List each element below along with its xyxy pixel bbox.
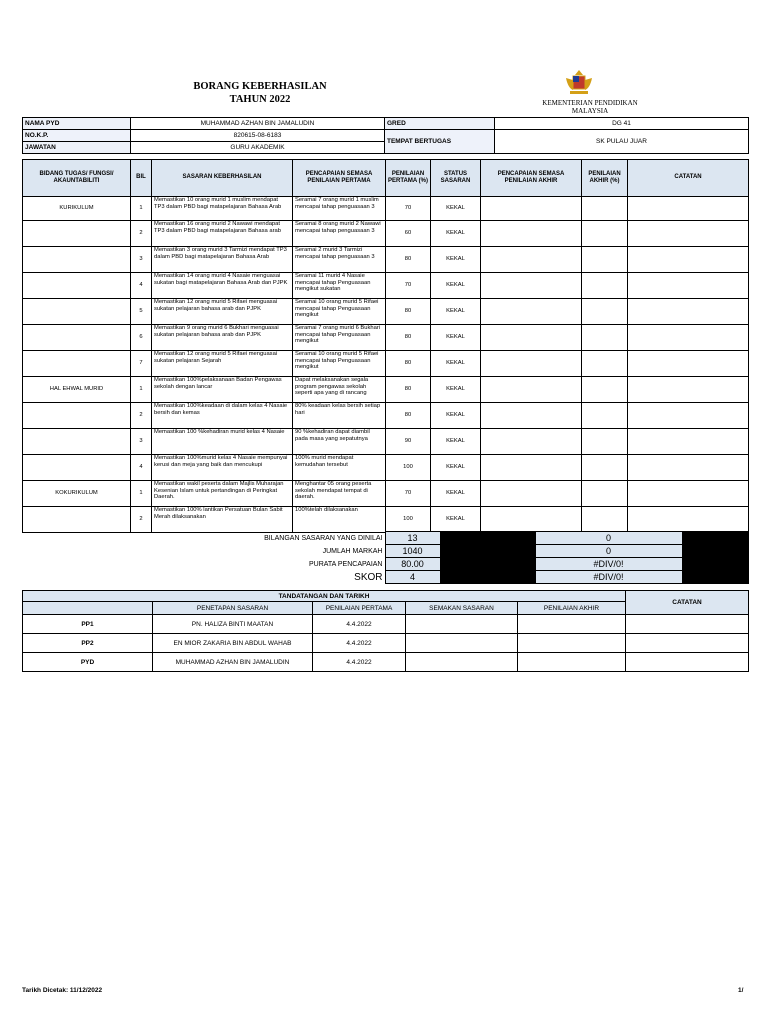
row-bil: 4 [131, 273, 152, 299]
row-bidang [23, 507, 131, 533]
row-pencapaian: Seramai 11 murid 4 Nasaie mencapai tahap Penguasaan mengikut sukatan [293, 273, 386, 299]
row-sasaran: Memastikan 16 orang murid 2 Nawawi mendapat TP3 dalam PBD bagi matapelajaran Bahasa arab [152, 221, 293, 247]
row-pencapaian: 100% murid mendapat kemudahan tersebut [293, 455, 386, 481]
row-bidang: HAL EHWAL MURID [23, 377, 131, 403]
row-penilaian-akhir [582, 325, 628, 351]
row-catatan [628, 403, 749, 429]
signature-catatan: CATATAN [626, 591, 749, 615]
col-penilaian-akhir: PENILAIAN AKHIR (%) [582, 160, 628, 197]
signature-role: PP1 [23, 615, 153, 634]
form-title: BORANG KEBERHASILAN [193, 81, 327, 92]
purata-label: PURATA PENCAPAIAN [308, 560, 383, 568]
row-penilaian-pertama: 100 [386, 455, 431, 481]
jumlah-akhir: 0 [535, 545, 682, 558]
row-catatan [628, 377, 749, 403]
signature-role: PP2 [23, 634, 153, 653]
row-status: KEKAL [431, 403, 481, 429]
signature-akhir [518, 615, 626, 634]
row-bidang [23, 221, 131, 247]
row-pencapaian: Seramai 7 orang murid 1 muslim mencapai tahap penguasaan 3 [293, 197, 386, 221]
row-sasaran: Memastikan 100% lantikan Persatuan Bulan Sabit Merah dilaksanakan [152, 507, 293, 533]
row-penilaian-pertama: 80 [386, 247, 431, 273]
col-pencapaian-akhir: PENCAPAIAN SEMASA PENILAIAN AKHIR [481, 160, 582, 197]
tempat-label: TEMPAT BERTUGAS [385, 130, 495, 154]
row-catatan [628, 481, 749, 507]
row-bidang: KOKURIKULUM [23, 481, 131, 507]
row-bil: 7 [131, 351, 152, 377]
row-sasaran: Memastikan 9 orang murid 6 Bukhari menguasai sukatan pelajaran bahasa arab dan PJPK [152, 325, 293, 351]
purata-akhir: #DIV/0! [535, 558, 682, 571]
row-catatan [628, 299, 749, 325]
row-sasaran: Memastikan 100%murid kelas 4 Nasaie mempunyai kerusi dan meja yang baik dan mencukupi [152, 455, 293, 481]
row-pencapaian-akhir [481, 481, 582, 507]
row-status: KEKAL [431, 299, 481, 325]
col-bidang: BIDANG TUGAS/ FUNGSI/ AKAUNTABILITI [23, 160, 131, 197]
row-bil: 2 [131, 221, 152, 247]
row-pencapaian-akhir [481, 273, 582, 299]
table-row [23, 429, 749, 455]
row-pencapaian-akhir [481, 325, 582, 351]
row-status: KEKAL [431, 351, 481, 377]
row-sasaran: Memastikan wakil peserta dalam Majlis Muharajan Kesenian Islam untuk pertandingan di Peringkat Daerah. [152, 481, 293, 507]
form-year: TAHUN 2022 [229, 94, 291, 105]
row-pencapaian: Seramai 7 orang murid 6 Bukhari mencapai tahap Penguasaan mengikut [293, 325, 386, 351]
row-catatan [628, 221, 749, 247]
purata-value: 80.00 [385, 558, 440, 571]
bilangan-label: BILANGAN SASARAN YANG DINILAI [264, 534, 383, 542]
row-bidang [23, 403, 131, 429]
row-catatan [628, 507, 749, 533]
signature-table [22, 590, 749, 672]
ministry-name: KEMENTERIAN PENDIDIKAN MALAYSIA [542, 99, 638, 115]
row-catatan [628, 429, 749, 455]
row-catatan [628, 455, 749, 481]
row-penilaian-akhir [582, 247, 628, 273]
row-bidang [23, 351, 131, 377]
row-bil: 2 [131, 507, 152, 533]
table-row [23, 299, 749, 325]
row-status: KEKAL [431, 455, 481, 481]
col-pertama: PENILAIAN PERTAMA [313, 602, 406, 615]
bilangan-value: 13 [385, 532, 440, 545]
signature-row [23, 653, 749, 672]
row-penilaian-akhir [582, 507, 628, 533]
jumlah-value: 1040 [385, 545, 440, 558]
row-penilaian-pertama: 90 [386, 429, 431, 455]
table-row [23, 351, 749, 377]
signature-date: 4.4.2022 [313, 653, 406, 672]
col-status: STATUS SASARAN [431, 160, 481, 197]
row-bil: 5 [131, 299, 152, 325]
table-row [23, 325, 749, 351]
row-sasaran: Memastikan 3 orang murid 3 Tarmizi mendapat TP3 dalam PBD bagi matapelajaran Bahasa Arab [152, 247, 293, 273]
row-sasaran: Memastikan 12 orang murid 5 Rifaei menguasai sukatan pelajaran bahasa arab dan PJPK [152, 299, 293, 325]
row-penilaian-akhir [582, 377, 628, 403]
row-status: KEKAL [431, 507, 481, 533]
nama-label: NAMA PYD [23, 118, 131, 130]
row-penilaian-pertama: 70 [386, 197, 431, 221]
row-sasaran: Memastikan 100%keadaan di dalam kelas 4 Nasaie bersih dan kemas [152, 403, 293, 429]
signature-row [23, 634, 749, 653]
col-pencapaian: PENCAPAIAN SEMASA PENILAIAN PERTAMA [293, 160, 386, 197]
page-number: 1/ [738, 987, 744, 994]
row-bidang [23, 429, 131, 455]
row-pencapaian: Seramai 8 orang murid 2 Nawawi mencapai tahap penguasaan 3 [293, 221, 386, 247]
row-penilaian-akhir [582, 481, 628, 507]
signature-name: EN MIOR ZAKARIA BIN ABDUL WAHAB [153, 634, 313, 653]
row-pencapaian: 80% keadaan kelas bersih setiap hari [293, 403, 386, 429]
signature-note [626, 634, 749, 653]
row-bil: 1 [131, 197, 152, 221]
row-penilaian-pertama: 80 [386, 377, 431, 403]
signature-akhir [518, 634, 626, 653]
row-penilaian-akhir [582, 197, 628, 221]
row-penilaian-akhir [582, 403, 628, 429]
row-penilaian-pertama: 100 [386, 507, 431, 533]
row-sasaran: Memastikan 10 orang murid 1 muslim mendapat TP3 dalam PBD bagi matapelajaran Bahasa Arab [152, 197, 293, 221]
summary-table [22, 531, 749, 584]
row-pencapaian-akhir [481, 299, 582, 325]
gred-label: GRED [385, 118, 495, 130]
row-penilaian-akhir [582, 221, 628, 247]
table-row [23, 481, 749, 507]
row-pencapaian-akhir [481, 351, 582, 377]
row-pencapaian: Seramai 10 orang murid 5 Rifaei mencapai tahap Penguasaan mengikut [293, 351, 386, 377]
row-pencapaian: 100%telah dilaksanakan [293, 507, 386, 533]
row-penilaian-pertama: 80 [386, 325, 431, 351]
row-pencapaian: Menghantar 05 orang peserta sekolah mendapat tempat di daerah. [293, 481, 386, 507]
signature-name: PN. HALIZA BINTI MAATAN [153, 615, 313, 634]
row-pencapaian-akhir [481, 377, 582, 403]
row-bidang: KURIKULUM [23, 197, 131, 221]
row-penilaian-akhir [582, 455, 628, 481]
table-row [23, 507, 749, 533]
gred-value: DG 41 [495, 118, 749, 130]
row-penilaian-pertama: 70 [386, 481, 431, 507]
row-penilaian-pertama: 70 [386, 273, 431, 299]
row-bil: 4 [131, 455, 152, 481]
signature-row [23, 615, 749, 634]
row-status: KEKAL [431, 429, 481, 455]
table-row [23, 247, 749, 273]
signature-akhir [518, 653, 626, 672]
row-catatan [628, 273, 749, 299]
table-row [23, 455, 749, 481]
col-penetapan: PENETAPAN SASARAN [153, 602, 313, 615]
nokp-value: 820615-08-6183 [131, 130, 385, 142]
row-status: KEKAL [431, 221, 481, 247]
row-status: KEKAL [431, 377, 481, 403]
row-status: KEKAL [431, 197, 481, 221]
row-penilaian-pertama: 80 [386, 351, 431, 377]
row-penilaian-akhir [582, 299, 628, 325]
row-pencapaian-akhir [481, 247, 582, 273]
row-sasaran: Memastikan 100 %kehadiran murid kelas 4 Nasaie [152, 429, 293, 455]
row-pencapaian: Seramai 10 orang murid 5 Rifaei mencapai tahap Penguasaan mengikut [293, 299, 386, 325]
signature-name: MUHAMMAD AZHAN BIN JAMALUDIN [153, 653, 313, 672]
row-penilaian-akhir [582, 429, 628, 455]
table-row [23, 377, 749, 403]
row-bil: 2 [131, 403, 152, 429]
row-bidang [23, 299, 131, 325]
col-bil: BIL [131, 160, 152, 197]
targets-table [22, 159, 749, 533]
col-sasaran: SASARAN KEBERHASILAN [152, 160, 293, 197]
jumlah-label: JUMLAH MARKAH [322, 547, 383, 555]
row-bil: 1 [131, 377, 152, 403]
row-sasaran: Memastikan 14 orang murid 4 Nasaie menguasai sukatan bagi matapelajaran Bahasa Arab dan PJPK [152, 273, 293, 299]
row-status: KEKAL [431, 247, 481, 273]
row-pencapaian-akhir [481, 429, 582, 455]
row-pencapaian-akhir [481, 403, 582, 429]
signature-note [626, 615, 749, 634]
skor-label: SKOR [354, 571, 383, 583]
nama-value: MUHAMMAD AZHAN BIN JAMALUDIN [131, 118, 385, 130]
row-pencapaian: Seramai 2 murid 3 Tarmizi mencapai tahap penguasaan 3 [293, 247, 386, 273]
col-akhir: PENILAIAN AKHIR [518, 602, 626, 615]
row-penilaian-pertama: 80 [386, 403, 431, 429]
row-sasaran: Memastikan 12 orang murid 5 Rifaei menguasai sukatan pelajaran Sejarah [152, 351, 293, 377]
row-catatan [628, 351, 749, 377]
row-pencapaian: Dapat melaksanakan segala program pengawas sekolah seperti apa yang di rancang [293, 377, 386, 403]
signature-date: 4.4.2022 [313, 634, 406, 653]
row-bidang [23, 455, 131, 481]
row-penilaian-pertama: 60 [386, 221, 431, 247]
signature-semakan [406, 634, 518, 653]
jawatan-value: GURU AKADEMIK [131, 142, 385, 154]
table-row [23, 197, 749, 221]
row-catatan [628, 247, 749, 273]
signature-note [626, 653, 749, 672]
table-row [23, 221, 749, 247]
row-bidang [23, 273, 131, 299]
info-table [22, 117, 749, 154]
print-date: Tarikh Dicetak: 11/12/2022 [22, 987, 103, 994]
row-penilaian-akhir [582, 273, 628, 299]
bilangan-akhir: 0 [535, 532, 682, 545]
tempat-value: SK PULAU JUAR [495, 130, 749, 154]
jawatan-label: JAWATAN [23, 142, 131, 154]
row-bil: 3 [131, 247, 152, 273]
row-penilaian-akhir [582, 351, 628, 377]
signature-date: 4.4.2022 [313, 615, 406, 634]
row-bidang [23, 247, 131, 273]
row-bil: 3 [131, 429, 152, 455]
row-pencapaian-akhir [481, 507, 582, 533]
row-catatan [628, 197, 749, 221]
row-pencapaian-akhir [481, 221, 582, 247]
row-bil: 1 [131, 481, 152, 507]
nokp-label: NO.K.P. [23, 130, 131, 142]
crest-logo-icon [564, 68, 594, 98]
skor-akhir: #DIV/0! [535, 571, 682, 584]
table-row [23, 273, 749, 299]
signature-title: TANDATANGAN DAN TARIKH [23, 591, 626, 602]
row-penilaian-pertama: 80 [386, 299, 431, 325]
row-bil: 6 [131, 325, 152, 351]
row-pencapaian-akhir [481, 455, 582, 481]
row-status: KEKAL [431, 273, 481, 299]
row-pencapaian: 90 %kehadiran dapat diambil pada masa yang sepatutnya [293, 429, 386, 455]
signature-semakan [406, 615, 518, 634]
skor-value: 4 [385, 571, 440, 584]
signature-semakan [406, 653, 518, 672]
row-catatan [628, 325, 749, 351]
col-penilaian-pertama: PENILAIAN PERTAMA (%) [386, 160, 431, 197]
row-bidang [23, 325, 131, 351]
row-status: KEKAL [431, 481, 481, 507]
col-semakan: SEMAKAN SASARAN [406, 602, 518, 615]
row-pencapaian-akhir [481, 197, 582, 221]
col-catatan: CATATAN [628, 160, 749, 197]
row-sasaran: Memastikan 100%pelaksanaan Badan Pengawas sekolah dengan lancar [152, 377, 293, 403]
signature-role: PYD [23, 653, 153, 672]
row-status: KEKAL [431, 325, 481, 351]
table-row [23, 403, 749, 429]
